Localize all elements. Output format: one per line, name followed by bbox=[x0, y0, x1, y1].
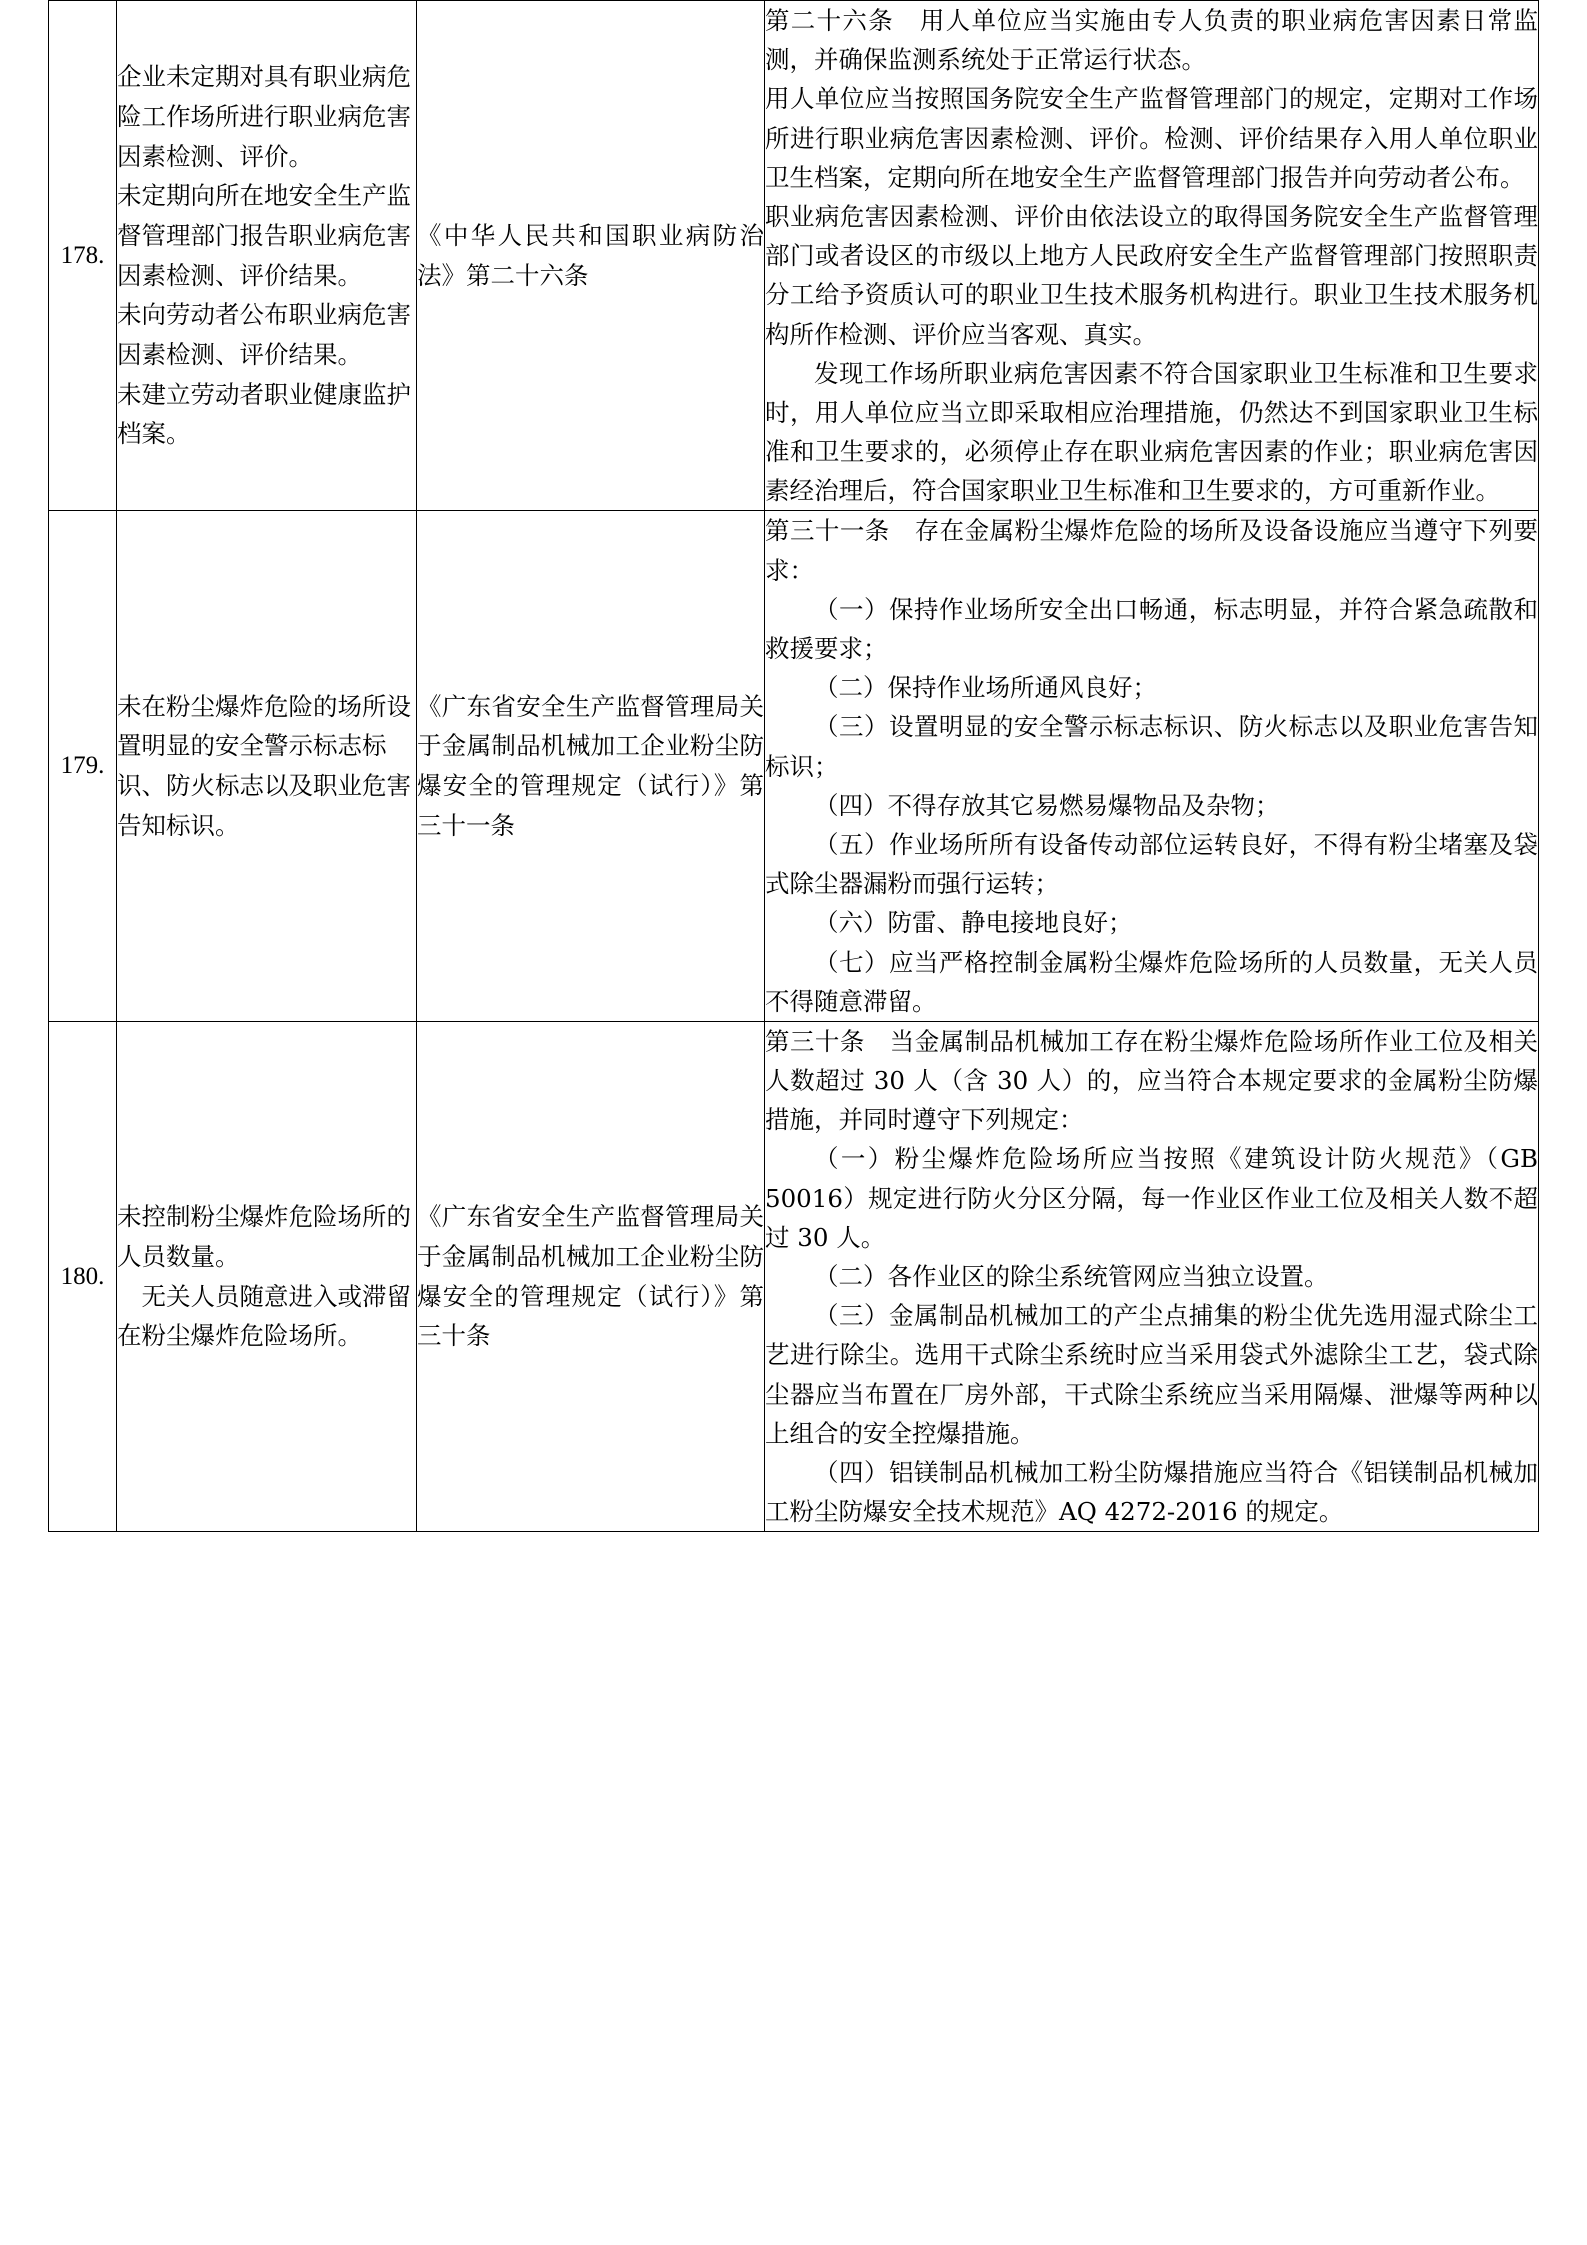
row-number: 178. bbox=[60, 241, 105, 269]
provision-paragraph: 发现工作场所职业病危害因素不符合国家职业卫生标准和卫生要求时，用人单位应当立即采取相应治理措施，仍然达不到国家职业卫生标准和卫生要求的，必须停止存在职业病危害因素的作业；职业病危害因素经治理后，符合国家职业卫生标准和卫生要求的，方可重新作业。 bbox=[765, 358, 1538, 506]
description-line: 企业未定期对具有职业病危险工作场所进行职业病危害因素检测、评价。 bbox=[117, 62, 411, 171]
row-number-cell bbox=[49, 1021, 117, 1531]
provision-paragraph: 第三十一条 存在金属粉尘爆炸危险的场所及设备设施应当遵守下列要求： bbox=[765, 516, 1538, 585]
provision-paragraph: （一）保持作业场所安全出口畅通，标志明显，并符合紧急疏散和救援要求； bbox=[765, 594, 1538, 663]
legal-basis-text: 《中华人民共和国职业病防治法》第二十六条 bbox=[417, 221, 764, 290]
provision-paragraph: （四）不得存放其它易燃易爆物品及杂物； bbox=[814, 790, 1280, 820]
description-line: 未向劳动者公布职业病危害因素检测、评价结果。 bbox=[117, 300, 411, 370]
description-line: 无关人员随意进入或滞留在粉尘爆炸危险场所。 bbox=[117, 1281, 411, 1351]
provision-paragraph: 第三十条 当金属制品机械加工存在粉尘爆炸危险场所作业工位及相关人数超过 30 人（含 30 人）的，应当符合本规定要求的金属粉尘防爆措施，并同时遵守下列规定： bbox=[765, 1026, 1538, 1135]
legal-basis-text: 《广东省安全生产监督管理局关于金属制品机械加工企业粉尘防爆安全的管理规定（试行）》第三十条 bbox=[417, 1202, 764, 1351]
provision-paragraph: （六）防雷、静电接地良好； bbox=[814, 908, 1133, 938]
provision-text-cell bbox=[765, 511, 1539, 1021]
provision-paragraph: （四）铝镁制品机械加工粉尘防爆措施应当符合《铝镁制品机械加工粉尘防爆安全技术规范》AQ 4272-2016 的规定。 bbox=[765, 1457, 1538, 1527]
row-number-cell bbox=[49, 511, 117, 1021]
legal-basis-text: 《广东省安全生产监督管理局关于金属制品机械加工企业粉尘防爆安全的管理规定（试行）》第三十一条 bbox=[417, 691, 764, 840]
regulations-table bbox=[48, 0, 1539, 1532]
description-line: 未建立劳动者职业健康监护档案。 bbox=[117, 379, 411, 449]
description-line: 未定期向所在地安全生产监督管理部门报告职业病危害因素检测、评价结果。 bbox=[117, 181, 411, 290]
provision-paragraph: （三）金属制品机械加工的产尘点捕集的粉尘优先选用湿式除尘工艺进行除尘。选用干式除尘系统时应当采用袋式外滤除尘工艺，袋式除尘器应当布置在厂房外部，干式除尘系统应当采用隔爆、泄爆等两种以上组合的安全控爆措施。 bbox=[765, 1301, 1538, 1448]
provision-text-cell bbox=[765, 1021, 1539, 1531]
table-row bbox=[49, 511, 1539, 1021]
provision-paragraph: （二）各作业区的除尘系统管网应当独立设置。 bbox=[814, 1262, 1329, 1291]
row-number: 180. bbox=[60, 1262, 105, 1290]
provision-paragraph: （五）作业场所所有设备传动部位运转良好，不得有粉尘堵塞及袋式除尘器漏粉而强行运转； bbox=[765, 829, 1538, 899]
provision-paragraph: （二）保持作业场所通风良好； bbox=[814, 673, 1157, 703]
row-number-cell bbox=[49, 1, 117, 511]
provision-paragraph: （七）应当严格控制金属粉尘爆炸危险场所的人员数量，无关人员不得随意滞留。 bbox=[765, 947, 1538, 1016]
provision-paragraph: （三）设置明显的安全警示标志标识、防火标志以及职业危害告知标识； bbox=[765, 712, 1538, 781]
provision-paragraph: （一）粉尘爆炸危险场所应当按照《建筑设计防火规范》（GB 50016）规定进行防火分区分隔，每一作业区作业工位及相关人数不超过 30 人。 bbox=[765, 1144, 1538, 1252]
provision-paragraph: 第二十六条 用人单位应当实施由专人负责的职业病危害因素日常监测，并确保监测系统处于正常运行状态。 bbox=[765, 6, 1538, 75]
legal-basis-cell bbox=[417, 1021, 765, 1531]
legal-basis-cell bbox=[417, 1, 765, 511]
description-line: 未在粉尘爆炸危险的场所设置明显的安全警示标志标识、防火标志以及职业危害告知标识。 bbox=[117, 691, 411, 840]
provision-paragraph: 职业病危害因素检测、评价由依法设立的取得国务院安全生产监督管理部门或者设区的市级以上地方人民政府安全生产监督管理部门按照职责分工给予资质认可的职业卫生技术服务机构进行。职业卫生技术服务机构所作检测、评价应当客观、真实。 bbox=[765, 201, 1538, 349]
provision-paragraph: 用人单位应当按照国务院安全生产监督管理部门的规定，定期对工作场所进行职业病危害因素检测、评价。检测、评价结果存入用人单位职业卫生档案，定期向所在地安全生产监督管理部门报告并向劳动者公布。 bbox=[765, 84, 1538, 192]
description-line: 未控制粉尘爆炸危险场所的人员数量。 bbox=[117, 1202, 411, 1271]
row-number: 179. bbox=[60, 752, 105, 780]
table-row bbox=[49, 1021, 1539, 1531]
provision-text-cell bbox=[765, 1, 1539, 511]
table-row bbox=[49, 1, 1539, 511]
violation-description-cell bbox=[117, 511, 417, 1021]
legal-basis-cell bbox=[417, 511, 765, 1021]
violation-description-cell bbox=[117, 1, 417, 511]
violation-description-cell bbox=[117, 1021, 417, 1531]
